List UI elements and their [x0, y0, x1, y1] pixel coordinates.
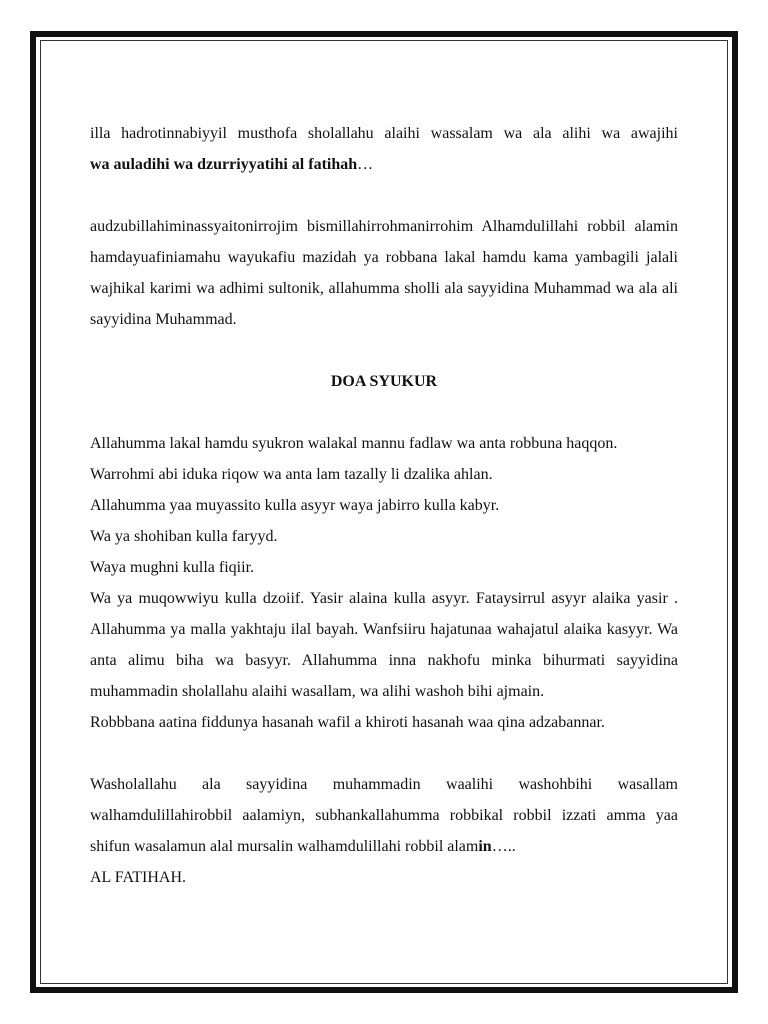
- paragraph-alhamdulillah: audzubillahiminassyaitonirrojim bismillahirrohmanirrohim Alhamdulillahi robbil alamin hamdayuafiniamahu wayukafiu mazidah ya robbana lakal hamdu kama yambagili jalali wajhikal karimi wa adhimi sultonik, allahumma sholli ala sayyidina Muhammad wa ala ali sayyidina Muhammad.: [90, 218, 678, 328]
- closing-main: Washolallahu ala sayyidina muhammadin waalihi washohbihi wasallam walhamdulillahirobbil aalamiyn, subhankallahumma robbikal robbil izzati amma yaa shifun wasalamun alal mursalin walhamdulillahi robbil alam: [90, 776, 678, 855]
- intro-line-1: illa hadrotinnabiyyil musthofa sholallahu alaihi wassalam wa ala alihi wa awajihi: [90, 125, 678, 142]
- closing-bold: in: [478, 838, 492, 855]
- closing-paragraph: [90, 769, 678, 862]
- intro-line-2: [90, 149, 678, 180]
- closing-tail: …..: [491, 838, 516, 855]
- al-fatihah-line: AL FATIHAH.: [90, 869, 186, 886]
- doa-line-1: Allahumma lakal hamdu syukron walakal mannu fadlaw wa anta robbuna haqqon.: [90, 435, 618, 452]
- document-body: [90, 118, 678, 893]
- spacer: [90, 397, 678, 428]
- doa-paragraph: Wa ya muqowwiyu kulla dzoiif. Yasir alaina kulla asyyr. Fataysirrul asyyr alaika yasir . Allahumma ya malla yakhtaju ilal bayah. Wanfsiiru hajatunaa wahajatul alaika kasyyr. Wa anta alimu biha wa basyyr. Allahumma inna nakhofu minka bihurmati sayyidina muhammadin sholallahu alaihi wasallam, wa alihi washoh bihi ajmain.: [90, 590, 678, 700]
- spacer: [90, 738, 678, 769]
- doa-line-3: Allahumma yaa muyassito kulla asyyr waya jabirro kulla kabyr.: [90, 497, 500, 514]
- doa-line-2: Warrohmi abi iduka riqow wa anta lam tazally li dzalika ahlan.: [90, 466, 493, 483]
- intro-line-2-main: wa auladihi wa dzurriyyatihi al fatihah: [90, 156, 358, 173]
- doa-line-4: Wa ya shohiban kulla faryyd.: [90, 528, 278, 545]
- doa-line-5: Waya mughni kulla fiqiir.: [90, 559, 255, 576]
- doa-line-last: Robbbana aatina fiddunya hasanah wafil a khiroti hasanah waa qina adzabannar.: [90, 714, 605, 731]
- doa-syukur-heading: DOA SYUKUR: [330, 373, 438, 390]
- spacer: [90, 180, 678, 211]
- spacer: [90, 335, 678, 366]
- intro-line-2-tail: …: [357, 156, 374, 173]
